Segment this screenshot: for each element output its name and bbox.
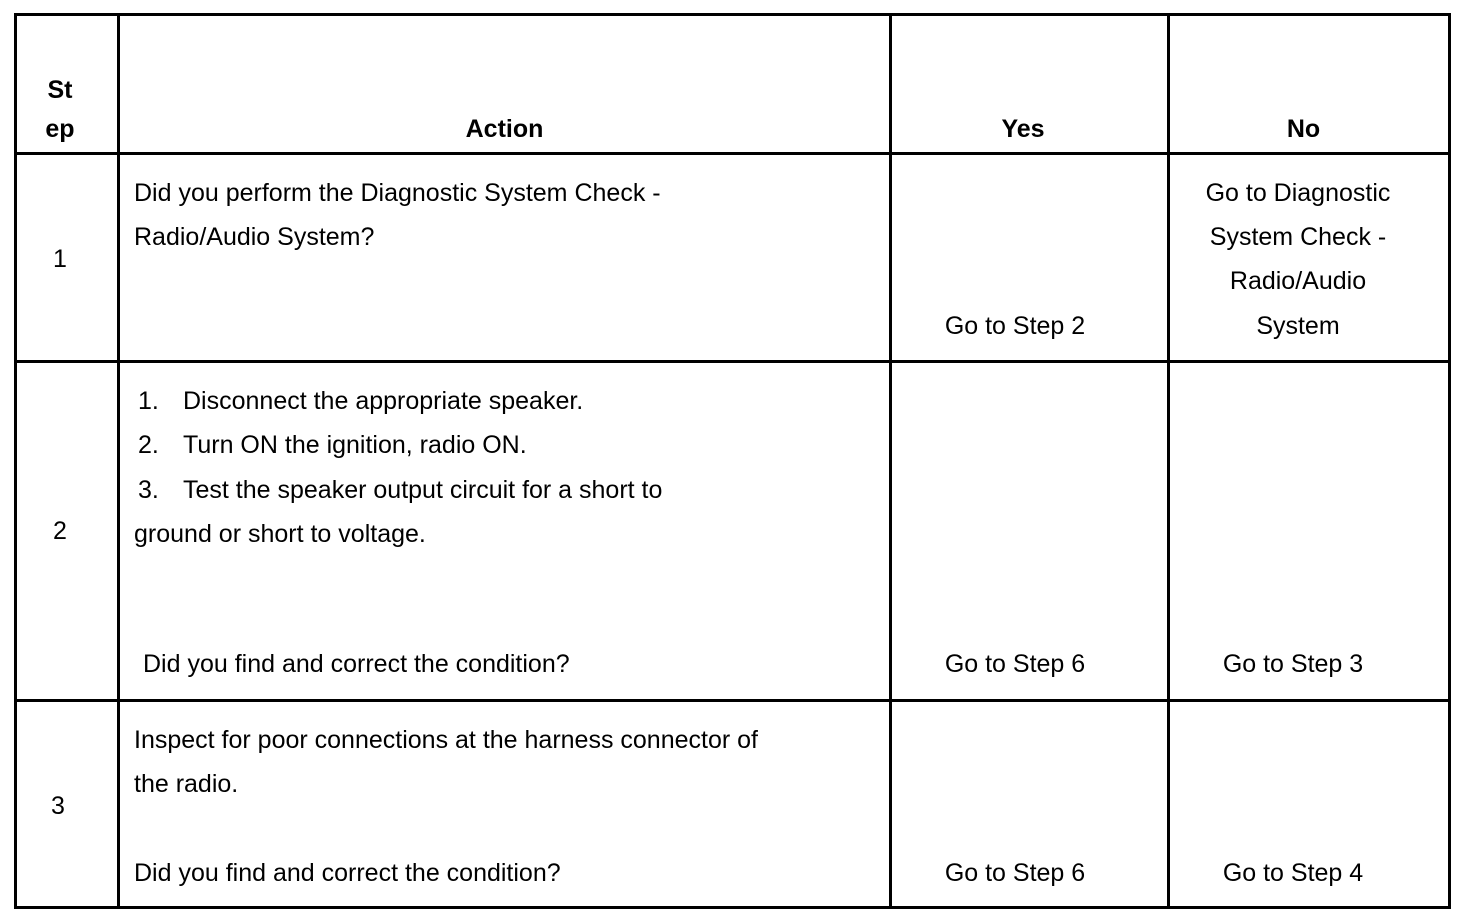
row1-yes: Go to Step 2 xyxy=(944,312,1086,340)
row1-step: 1 xyxy=(53,245,67,273)
row1-no-line3: Radio/Audio xyxy=(1229,267,1367,295)
row2-step: 2 xyxy=(53,517,67,545)
row2-list-text-2: Turn ON the ignition, radio ON. xyxy=(183,431,527,459)
row2-question: Did you find and correct the condition? xyxy=(143,650,570,678)
row2-no: Go to Step 3 xyxy=(1222,650,1364,678)
row2-list-continuation: ground or short to voltage. xyxy=(134,520,426,548)
row1-no-line2: System Check - xyxy=(1209,223,1387,251)
row-divider xyxy=(17,699,1448,702)
row2-list-num-1: 1. xyxy=(138,387,159,415)
row1-action-line1: Did you perform the Diagnostic System Check - xyxy=(134,179,661,207)
row2-list-text-1: Disconnect the appropriate speaker. xyxy=(183,387,584,415)
row3-action-line2: the radio. xyxy=(134,770,239,798)
header-action: Action xyxy=(465,115,544,143)
diagnostic-table xyxy=(14,13,1451,909)
row3-action-line1: Inspect for poor connections at the harness connector of xyxy=(134,726,758,754)
row2-yes: Go to Step 6 xyxy=(944,650,1086,678)
row1-no-line1: Go to Diagnostic xyxy=(1205,179,1391,207)
header-step-line2: ep xyxy=(45,115,75,143)
header-no: No xyxy=(1286,115,1321,143)
row3-step: 3 xyxy=(51,792,65,820)
row1-no-line4: System xyxy=(1256,312,1340,340)
row2-list-num-3: 3. xyxy=(138,476,159,504)
header-step-line1: St xyxy=(47,76,73,104)
row2-list-text-3: Test the speaker output circuit for a short to xyxy=(183,476,663,504)
row-divider xyxy=(17,360,1448,363)
row2-list-num-2: 2. xyxy=(138,431,159,459)
header-yes: Yes xyxy=(1001,115,1045,143)
row3-yes: Go to Step 6 xyxy=(944,859,1086,887)
row1-action-line2: Radio/Audio System? xyxy=(134,223,375,251)
row3-question: Did you find and correct the condition? xyxy=(134,859,561,887)
row3-no: Go to Step 4 xyxy=(1222,859,1364,887)
row-divider xyxy=(17,152,1448,155)
